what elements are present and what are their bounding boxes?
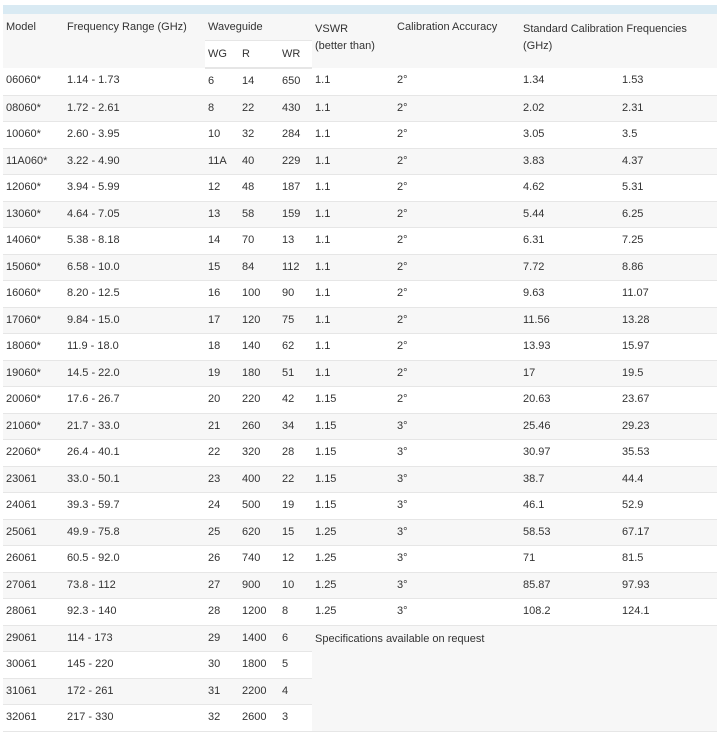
cell-vswr: 1.25: [312, 572, 394, 599]
cell-calibration-accuracy: 3°: [394, 519, 520, 546]
cell-calibration-accuracy: 2°: [394, 68, 520, 95]
cell-std-freq-1: 9.63: [520, 281, 619, 308]
cell-wr: 430: [279, 95, 312, 122]
cell-vswr: 1.1: [312, 148, 394, 175]
cell-model: 21060*: [3, 413, 64, 440]
cell-wg: 27: [205, 572, 239, 599]
cell-std-freq-1: 4.62: [520, 175, 619, 202]
cell-r: 2600: [239, 705, 279, 732]
cell-std-freq-1: 1.34: [520, 68, 619, 95]
cell-model: 15060*: [3, 254, 64, 281]
cell-wg: 32: [205, 705, 239, 732]
cell-std-freq-2: 44.4: [619, 466, 717, 493]
cell-vswr: 1.1: [312, 201, 394, 228]
cell-model: 24061: [3, 493, 64, 520]
cell-model: 32061: [3, 705, 64, 732]
cell-std-freq-1: 108.2: [520, 599, 619, 626]
cell-wr: 90: [279, 281, 312, 308]
cell-std-freq-1: 6.31: [520, 228, 619, 255]
cell-r: 40: [239, 148, 279, 175]
cell-std-freq-2: 35.53: [619, 440, 717, 467]
cell-calibration-accuracy: 2°: [394, 122, 520, 149]
cell-model: 25061: [3, 519, 64, 546]
cell-calibration-accuracy: 2°: [394, 387, 520, 414]
cell-model: 06060*: [3, 68, 64, 95]
cell-wg: 16: [205, 281, 239, 308]
cell-calibration-accuracy: 2°: [394, 307, 520, 334]
cell-frequency-range: 145 - 220: [64, 652, 205, 679]
cell-wr: 229: [279, 148, 312, 175]
cell-wg: 31: [205, 678, 239, 705]
table-row: [3, 307, 717, 334]
cell-std-freq-1: 17: [520, 360, 619, 387]
cell-std-freq-2: 7.25: [619, 228, 717, 255]
cell-frequency-range: 73.8 - 112: [64, 572, 205, 599]
cell-frequency-range: 3.22 - 4.90: [64, 148, 205, 175]
cell-model: 27061: [3, 572, 64, 599]
cell-frequency-range: 4.64 - 7.05: [64, 201, 205, 228]
cell-r: 32: [239, 122, 279, 149]
cell-r: 620: [239, 519, 279, 546]
cell-std-freq-2: 67.17: [619, 519, 717, 546]
cell-wr: 159: [279, 201, 312, 228]
cell-frequency-range: 172 - 261: [64, 678, 205, 705]
cell-wr: 187: [279, 175, 312, 202]
cell-r: 400: [239, 466, 279, 493]
cell-vswr: 1.25: [312, 519, 394, 546]
cell-wr: 15: [279, 519, 312, 546]
cell-wg: 23: [205, 466, 239, 493]
table-top-bar: [3, 5, 717, 14]
table-row: [3, 440, 717, 467]
cell-calibration-accuracy: 3°: [394, 546, 520, 573]
cell-frequency-range: 11.9 - 18.0: [64, 334, 205, 361]
cell-calibration-accuracy: 3°: [394, 599, 520, 626]
cell-std-freq-1: 85.87: [520, 572, 619, 599]
cell-std-freq-1: 3.05: [520, 122, 619, 149]
cell-r: 22: [239, 95, 279, 122]
cell-wr: 6: [279, 625, 312, 652]
std-label: Standard Calibration Frequencies: [523, 23, 687, 35]
cell-std-freq-1: 5.44: [520, 201, 619, 228]
cell-wg: 29: [205, 625, 239, 652]
cell-model: 11A060*: [3, 148, 64, 175]
table-row: [3, 599, 717, 626]
cell-r: 100: [239, 281, 279, 308]
cell-r: 48: [239, 175, 279, 202]
table-row: [3, 254, 717, 281]
cell-wg: 25: [205, 519, 239, 546]
cell-vswr: 1.15: [312, 413, 394, 440]
cell-calibration-accuracy: 2°: [394, 281, 520, 308]
cell-std-freq-1: 20.63: [520, 387, 619, 414]
cell-std-freq-1: 2.02: [520, 95, 619, 122]
cell-r: 900: [239, 572, 279, 599]
cell-wr: 3: [279, 705, 312, 732]
cell-r: 140: [239, 334, 279, 361]
cell-model: 12060*: [3, 175, 64, 202]
cell-model: 20060*: [3, 387, 64, 414]
cell-wg: 21: [205, 413, 239, 440]
cell-model: 08060*: [3, 95, 64, 122]
cell-std-freq-2: 3.5: [619, 122, 717, 149]
table-row: [3, 413, 717, 440]
cell-vswr: 1.15: [312, 466, 394, 493]
header-wg: WG: [205, 41, 239, 69]
cell-frequency-range: 114 - 173: [64, 625, 205, 652]
cell-r: 260: [239, 413, 279, 440]
table-row: [3, 466, 717, 493]
cell-model: 16060*: [3, 281, 64, 308]
table-row: [3, 122, 717, 149]
cell-wg: 15: [205, 254, 239, 281]
cell-wr: 4: [279, 678, 312, 705]
cell-vswr: 1.1: [312, 228, 394, 255]
cell-frequency-range: 92.3 - 140: [64, 599, 205, 626]
cell-calibration-accuracy: 2°: [394, 254, 520, 281]
table-row: [3, 228, 717, 255]
cell-std-freq-2: 11.07: [619, 281, 717, 308]
cell-wr: 22: [279, 466, 312, 493]
cell-frequency-range: 39.3 - 59.7: [64, 493, 205, 520]
cell-r: 1800: [239, 652, 279, 679]
vswr-sublabel: (better than): [315, 40, 375, 52]
cell-calibration-accuracy: 3°: [394, 440, 520, 467]
table-row: [3, 68, 717, 95]
cell-vswr: 1.25: [312, 599, 394, 626]
waveguide-spec-table: [3, 14, 717, 732]
cell-calibration-accuracy: 2°: [394, 95, 520, 122]
cell-model: 30061: [3, 652, 64, 679]
table-row: [3, 175, 717, 202]
table-row: [3, 148, 717, 175]
cell-r: 320: [239, 440, 279, 467]
table-row: [3, 387, 717, 414]
cell-model: 29061: [3, 625, 64, 652]
cell-frequency-range: 14.5 - 22.0: [64, 360, 205, 387]
cell-wr: 28: [279, 440, 312, 467]
cell-model: 13060*: [3, 201, 64, 228]
cell-calibration-accuracy: 3°: [394, 493, 520, 520]
cell-std-freq-1: 58.53: [520, 519, 619, 546]
header-model: Model: [3, 14, 64, 68]
cell-r: 84: [239, 254, 279, 281]
cell-frequency-range: 217 - 330: [64, 705, 205, 732]
cell-wr: 62: [279, 334, 312, 361]
cell-std-freq-2: 2.31: [619, 95, 717, 122]
header-calibration-accuracy: Calibration Accuracy: [394, 14, 520, 68]
cell-wg: 20: [205, 387, 239, 414]
cell-std-freq-1: 25.46: [520, 413, 619, 440]
cell-vswr: 1.1: [312, 95, 394, 122]
cell-wg: 11A: [205, 148, 239, 175]
cell-std-freq-2: 52.9: [619, 493, 717, 520]
cell-std-freq-2: 29.23: [619, 413, 717, 440]
cell-calibration-accuracy: 2°: [394, 201, 520, 228]
cell-frequency-range: 2.60 - 3.95: [64, 122, 205, 149]
table-row: [3, 519, 717, 546]
cell-wr: 34: [279, 413, 312, 440]
cell-model: 14060*: [3, 228, 64, 255]
vswr-label: VSWR: [315, 23, 349, 35]
cell-wr: 13: [279, 228, 312, 255]
table-row: [3, 334, 717, 361]
cell-r: 2200: [239, 678, 279, 705]
cell-frequency-range: 6.58 - 10.0: [64, 254, 205, 281]
cell-frequency-range: 21.7 - 33.0: [64, 413, 205, 440]
header-wr: WR: [279, 41, 312, 69]
cell-std-freq-2: 6.25: [619, 201, 717, 228]
table-row: [3, 201, 717, 228]
cell-model: 10060*: [3, 122, 64, 149]
table-row: [3, 546, 717, 573]
cell-model: 31061: [3, 678, 64, 705]
cell-wg: 22: [205, 440, 239, 467]
cell-std-freq-2: 4.37: [619, 148, 717, 175]
table-row: [3, 625, 717, 652]
cell-r: 58: [239, 201, 279, 228]
cell-frequency-range: 26.4 - 40.1: [64, 440, 205, 467]
header-standard-frequencies: [520, 14, 717, 68]
cell-std-freq-1: 3.83: [520, 148, 619, 175]
cell-r: 500: [239, 493, 279, 520]
cell-calibration-accuracy: 3°: [394, 466, 520, 493]
cell-wr: 75: [279, 307, 312, 334]
cell-vswr: 1.15: [312, 387, 394, 414]
cell-wg: 28: [205, 599, 239, 626]
cell-wr: 42: [279, 387, 312, 414]
cell-vswr: 1.1: [312, 122, 394, 149]
cell-wr: 12: [279, 546, 312, 573]
cell-std-freq-1: 13.93: [520, 334, 619, 361]
cell-r: 1400: [239, 625, 279, 652]
cell-wr: 51: [279, 360, 312, 387]
cell-frequency-range: 5.38 - 8.18: [64, 228, 205, 255]
cell-vswr: 1.1: [312, 307, 394, 334]
cell-wg: 14: [205, 228, 239, 255]
cell-wg: 30: [205, 652, 239, 679]
cell-wg: 6: [205, 68, 239, 95]
cell-frequency-range: 3.94 - 5.99: [64, 175, 205, 202]
std-sublabel: (GHz): [523, 40, 553, 52]
cell-calibration-accuracy: 3°: [394, 572, 520, 599]
table-row: [3, 493, 717, 520]
cell-std-freq-2: 23.67: [619, 387, 717, 414]
cell-model: 28061: [3, 599, 64, 626]
cell-std-freq-1: 30.97: [520, 440, 619, 467]
cell-std-freq-2: 5.31: [619, 175, 717, 202]
cell-calibration-accuracy: 2°: [394, 175, 520, 202]
cell-wr: 19: [279, 493, 312, 520]
cell-std-freq-1: 71: [520, 546, 619, 573]
cell-wg: 17: [205, 307, 239, 334]
cell-vswr: 1.1: [312, 334, 394, 361]
cell-wg: 10: [205, 122, 239, 149]
header-waveguide: Waveguide: [205, 14, 312, 41]
cell-wr: 8: [279, 599, 312, 626]
cell-std-freq-1: 11.56: [520, 307, 619, 334]
cell-wg: 8: [205, 95, 239, 122]
cell-calibration-accuracy: 2°: [394, 148, 520, 175]
cell-calibration-accuracy: 3°: [394, 413, 520, 440]
cell-frequency-range: 60.5 - 92.0: [64, 546, 205, 573]
cell-wg: 18: [205, 334, 239, 361]
table-row: [3, 572, 717, 599]
cell-std-freq-1: 46.1: [520, 493, 619, 520]
cell-std-freq-1: 7.72: [520, 254, 619, 281]
header-frequency-range: Frequency Range (GHz): [64, 14, 205, 68]
cell-vswr: 1.1: [312, 68, 394, 95]
cell-vswr: 1.15: [312, 493, 394, 520]
cell-wg: 12: [205, 175, 239, 202]
cell-calibration-accuracy: 2°: [394, 228, 520, 255]
cell-model: 22060*: [3, 440, 64, 467]
cell-model: 18060*: [3, 334, 64, 361]
cell-std-freq-2: 19.5: [619, 360, 717, 387]
specifications-note: Specifications available on request: [312, 625, 717, 731]
cell-vswr: 1.1: [312, 175, 394, 202]
cell-std-freq-2: 15.97: [619, 334, 717, 361]
cell-std-freq-2: 1.53: [619, 68, 717, 95]
cell-std-freq-2: 124.1: [619, 599, 717, 626]
table-row: [3, 95, 717, 122]
cell-wg: 26: [205, 546, 239, 573]
cell-r: 180: [239, 360, 279, 387]
cell-wr: 650: [279, 68, 312, 95]
cell-r: 14: [239, 68, 279, 95]
cell-frequency-range: 17.6 - 26.7: [64, 387, 205, 414]
cell-r: 1200: [239, 599, 279, 626]
cell-std-freq-2: 8.86: [619, 254, 717, 281]
cell-std-freq-2: 13.28: [619, 307, 717, 334]
cell-frequency-range: 33.0 - 50.1: [64, 466, 205, 493]
header-r: R: [239, 41, 279, 69]
cell-model: 17060*: [3, 307, 64, 334]
cell-wg: 24: [205, 493, 239, 520]
cell-model: 19060*: [3, 360, 64, 387]
cell-r: 120: [239, 307, 279, 334]
cell-r: 740: [239, 546, 279, 573]
cell-vswr: 1.1: [312, 281, 394, 308]
cell-wr: 10: [279, 572, 312, 599]
cell-frequency-range: 1.72 - 2.61: [64, 95, 205, 122]
table-row: [3, 360, 717, 387]
cell-std-freq-1: 38.7: [520, 466, 619, 493]
cell-calibration-accuracy: 2°: [394, 360, 520, 387]
cell-vswr: 1.15: [312, 440, 394, 467]
cell-wg: 19: [205, 360, 239, 387]
cell-frequency-range: 1.14 - 1.73: [64, 68, 205, 95]
cell-frequency-range: 49.9 - 75.8: [64, 519, 205, 546]
cell-frequency-range: 8.20 - 12.5: [64, 281, 205, 308]
cell-vswr: 1.25: [312, 546, 394, 573]
cell-r: 220: [239, 387, 279, 414]
cell-model: 23061: [3, 466, 64, 493]
cell-r: 70: [239, 228, 279, 255]
cell-wr: 284: [279, 122, 312, 149]
cell-model: 26061: [3, 546, 64, 573]
cell-vswr: 1.1: [312, 254, 394, 281]
cell-std-freq-2: 97.93: [619, 572, 717, 599]
header-vswr: [312, 14, 394, 68]
cell-frequency-range: 9.84 - 15.0: [64, 307, 205, 334]
cell-vswr: 1.1: [312, 360, 394, 387]
cell-wr: 112: [279, 254, 312, 281]
cell-wg: 13: [205, 201, 239, 228]
cell-wr: 5: [279, 652, 312, 679]
table-row: [3, 281, 717, 308]
cell-calibration-accuracy: 2°: [394, 334, 520, 361]
cell-std-freq-2: 81.5: [619, 546, 717, 573]
